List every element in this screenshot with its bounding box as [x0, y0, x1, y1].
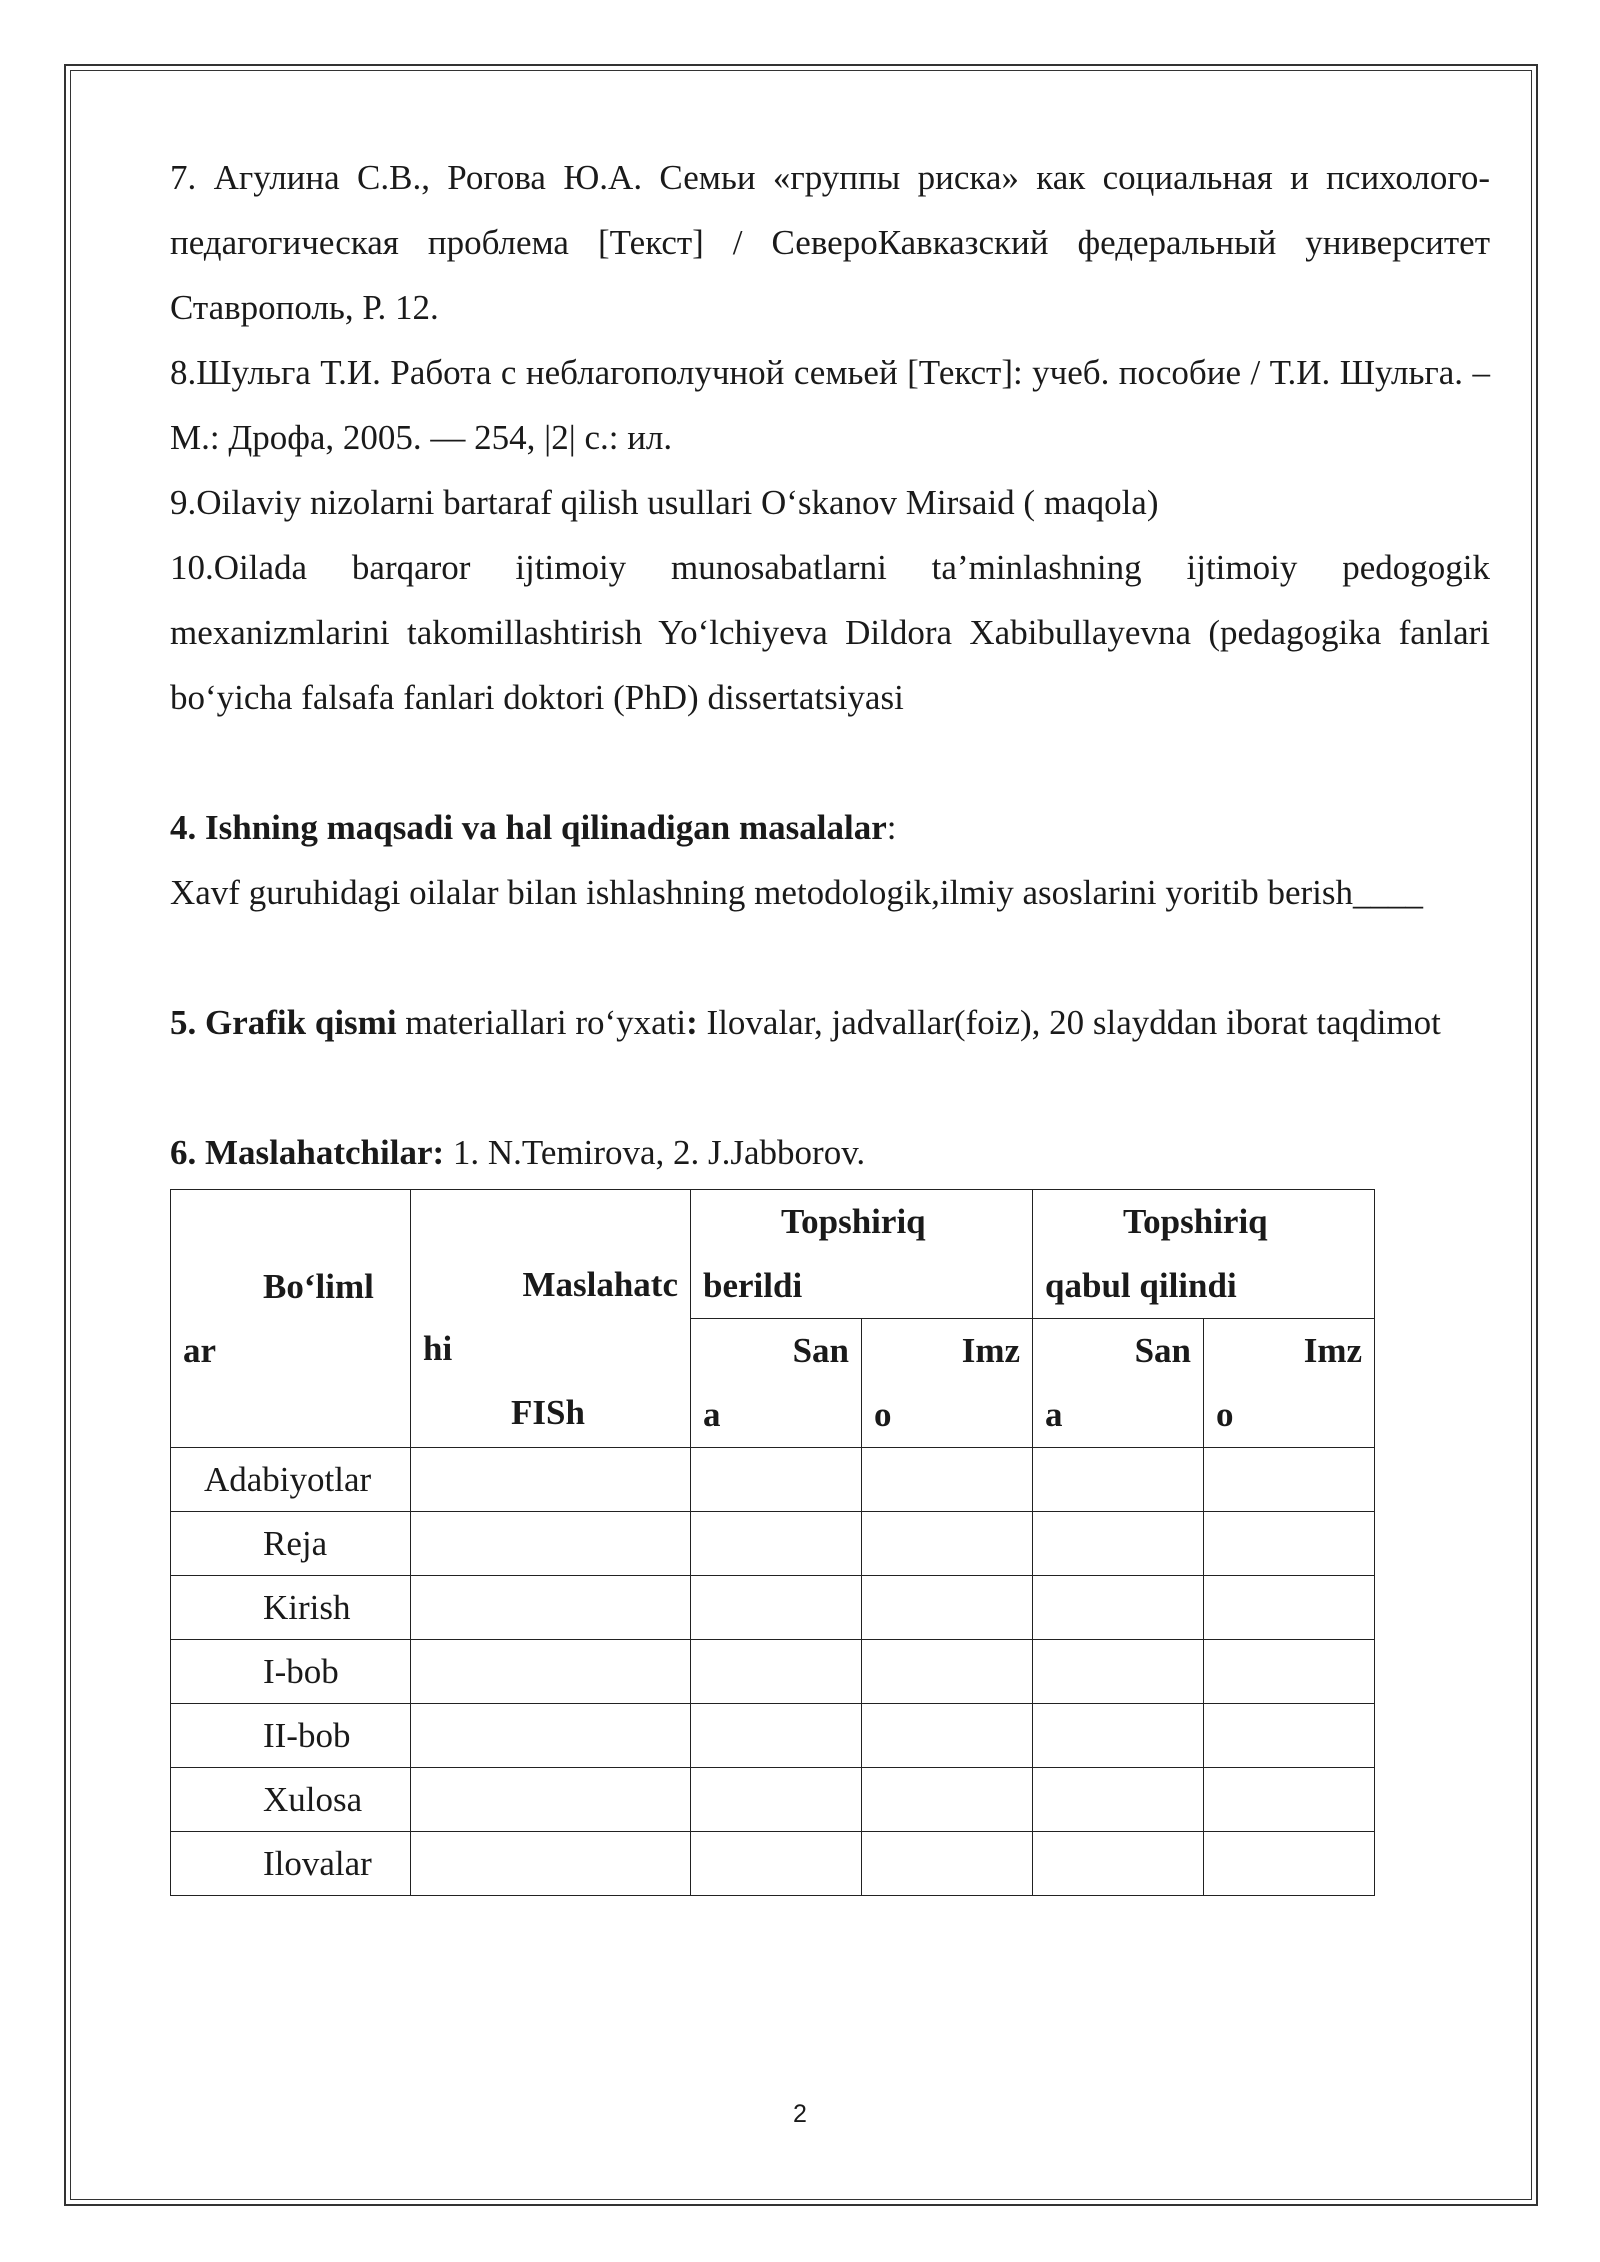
table-row — [171, 1576, 1375, 1640]
row-label: Ilovalar — [171, 1832, 411, 1896]
header-given-date: San a — [691, 1319, 862, 1448]
section-6 — [170, 1120, 1490, 1185]
assignment-table — [170, 1189, 1375, 1896]
section-5-colon: : — [686, 1003, 698, 1042]
cell-given-date — [691, 1448, 862, 1512]
row-label: II-bob — [171, 1704, 411, 1768]
table-row — [171, 1768, 1375, 1832]
cell-advisor — [411, 1448, 691, 1512]
header-task-given — [691, 1190, 1033, 1319]
header-task-accepted-bottom: qabul qilindi — [1045, 1266, 1237, 1305]
header-sections-top: Bo‘liml — [263, 1266, 374, 1306]
header-given-sign: Imz o — [862, 1319, 1033, 1448]
cell-advisor — [411, 1512, 691, 1576]
cell-given-date — [691, 1768, 862, 1832]
row-label: Kirish — [171, 1576, 411, 1640]
section-6-text: 1. N.Temirova, 2. J.Jabborov. — [444, 1133, 866, 1172]
header-sections — [171, 1190, 411, 1448]
cell-accepted-sign — [1204, 1448, 1375, 1512]
table-row — [171, 1704, 1375, 1768]
cell-advisor — [411, 1704, 691, 1768]
cell-given-sign — [862, 1832, 1033, 1896]
header-advisor-bottom: FISh — [511, 1392, 585, 1432]
cell-given-date — [691, 1640, 862, 1704]
cell-advisor — [411, 1640, 691, 1704]
header-task-accepted-top: Topshiriq — [1123, 1202, 1268, 1241]
cell-given-date — [691, 1576, 862, 1640]
header-task-given-bottom: berildi — [703, 1266, 803, 1305]
cell-accepted-date — [1033, 1704, 1204, 1768]
cell-accepted-sign — [1204, 1768, 1375, 1832]
row-label: Xulosa — [171, 1768, 411, 1832]
cell-accepted-sign — [1204, 1704, 1375, 1768]
row-label: I-bob — [171, 1640, 411, 1704]
cell-given-date — [691, 1704, 862, 1768]
table-row — [171, 1512, 1375, 1576]
cell-accepted-sign — [1204, 1640, 1375, 1704]
row-label: Adabiyotlar — [171, 1448, 411, 1512]
cell-accepted-date — [1033, 1448, 1204, 1512]
cell-given-sign — [862, 1640, 1033, 1704]
reference-8: 8.Шульга Т.И. Работа с неблагополучной семьей [Текст]: учеб. пособие / Т.И. Шульга. – М.: Дрофа, 2005. — 254, |2| с.: ил. — [170, 353, 1490, 457]
cell-given-sign — [862, 1448, 1033, 1512]
cell-given-date — [691, 1832, 862, 1896]
section-5-heading: 5. Grafik qismi — [170, 1003, 397, 1042]
reference-7: 7. Агулина С.В., Рогова Ю.А. Семьи «группы риска» как социальная и психолого-педагогическая проблема [Текст] / СевероКавказский федеральный университет Ставрополь, Р. 12. — [170, 158, 1490, 327]
cell-advisor — [411, 1576, 691, 1640]
row-label: Reja — [171, 1512, 411, 1576]
cell-accepted-sign — [1204, 1512, 1375, 1576]
table-row — [171, 1640, 1375, 1704]
header-advisor-middle: hi — [423, 1328, 453, 1368]
page-number: 2 — [793, 2100, 807, 2128]
cell-given-sign — [862, 1576, 1033, 1640]
reference-9: 9.Oilaviy nizolarni bartaraf qilish usullari O‘skanov Mirsaid ( maqola) — [170, 483, 1159, 522]
cell-accepted-sign — [1204, 1832, 1375, 1896]
header-accepted-date: San a — [1033, 1319, 1204, 1448]
section-6-heading: 6. Maslahatchilar: — [170, 1133, 445, 1172]
cell-accepted-date — [1033, 1576, 1204, 1640]
cell-accepted-date — [1033, 1768, 1204, 1832]
cell-given-date — [691, 1512, 862, 1576]
cell-accepted-date — [1033, 1640, 1204, 1704]
section-5-middle: materiallari ro‘yxati — [396, 1003, 687, 1042]
cell-accepted-date — [1033, 1832, 1204, 1896]
reference-10: 10.Oilada barqaror ijtimoiy munosabatlarni ta’minlashning ijtimoiy pedogogik mexanizmlarini takomillashtirish Yo‘lchiyeva Dildora Xabibullayevna (pedagogika fanlari bo‘yicha falsafa fanlari doktori (PhD) dissertatsiyasi — [170, 548, 1490, 717]
header-accepted-sign: Imz o — [1204, 1319, 1375, 1448]
header-task-given-top: Topshiriq — [781, 1202, 926, 1241]
section-4-heading: 4. Ishning maqsadi va hal qilinadigan masalalar — [170, 808, 887, 847]
header-advisor — [411, 1190, 691, 1448]
cell-accepted-sign — [1204, 1576, 1375, 1640]
header-advisor-top: Maslahatc — [522, 1264, 678, 1304]
header-task-accepted — [1033, 1190, 1375, 1319]
section-5-text: Ilovalar, jadvallar(foiz), 20 slayddan iborat taqdimot — [697, 1003, 1441, 1042]
cell-given-sign — [862, 1704, 1033, 1768]
cell-given-sign — [862, 1768, 1033, 1832]
table-row — [171, 1448, 1375, 1512]
table-row — [171, 1832, 1375, 1896]
cell-accepted-date — [1033, 1512, 1204, 1576]
section-4-colon: : — [886, 808, 897, 847]
cell-advisor — [411, 1832, 691, 1896]
section-4-text: Xavf guruhidagi oilalar bilan ishlashning metodologik,ilmiy asoslarini yoritib berish____ — [170, 873, 1424, 912]
section-4 — [170, 795, 1490, 860]
section-5 — [170, 990, 1490, 1055]
document-body — [170, 145, 1490, 1896]
cell-advisor — [411, 1768, 691, 1832]
cell-given-sign — [862, 1512, 1033, 1576]
header-sections-bottom: ar — [183, 1330, 217, 1370]
